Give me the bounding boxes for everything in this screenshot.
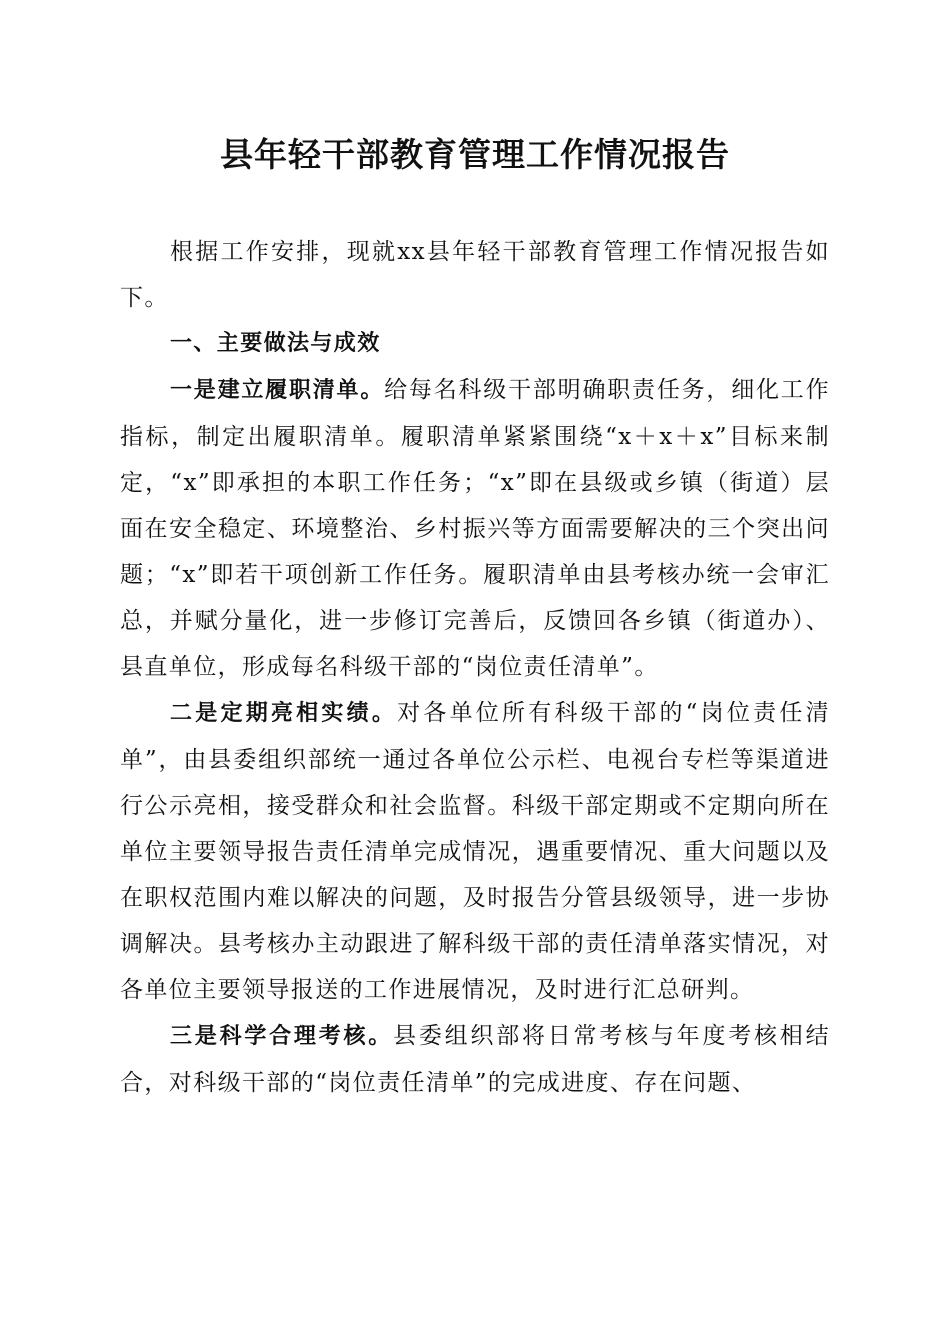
- paragraph-text: 县委组织部将日常考核与年度考核相结合，对科级干部的“岗位责任清单”的完成进度、存在问题、: [120, 1023, 830, 1096]
- document-body: [120, 229, 830, 1106]
- paragraph-item-1: [120, 367, 830, 690]
- paragraph-text: 给每名科级干部明确职责任务，细化工作指标，制定出履职清单。履职清单紧紧围绕“x＋x＋x”目标来制定，“x”即承担的本职工作任务；“x”即在县级或乡镇（街道）层面在安全稳定、环境整治、乡村振兴等方面需要解决的三个突出问题；“x”即若干项创新工作任务。履职清单由县考核办统一会审汇总，并赋分量化，进一步修订完善后，反馈回各乡镇（街道办）、县直单位，形成每名科级干部的“岗位责任清单”。: [120, 377, 831, 680]
- paragraph-lead: 一是建立履职清单。: [170, 378, 385, 403]
- document-title: 县年轻干部教育管理工作情况报告: [220, 135, 730, 174]
- intro-paragraph: 根据工作安排，现就xx县年轻干部教育管理工作情况报告如下。: [120, 239, 830, 311]
- paragraph-item-3: [120, 1013, 830, 1106]
- paragraph-lead: 二是定期亮相实绩。: [170, 701, 398, 726]
- paragraph-lead: 三是科学合理考核。: [170, 1024, 394, 1049]
- paragraph-item-2: [120, 690, 830, 1013]
- section-heading: 一、主要做法与成效: [170, 331, 381, 356]
- paragraph-text: 对各单位所有科级干部的“岗位责任清单”，由县委组织部统一通过各单位公示栏、电视台专栏等渠道进行公示亮相，接受群众和社会监督。科级干部定期或不定期向所在单位主要领导报告责任清单完成情况，遇重要情况、重大问题以及在职权范围内难以解决的问题，及时报告分管县级领导，进一步协调解决。县考核办主动跟进了解科级干部的责任清单落实情况，对各单位主要领导报送的工作进展情况，及时进行汇总研判。: [120, 700, 830, 1003]
